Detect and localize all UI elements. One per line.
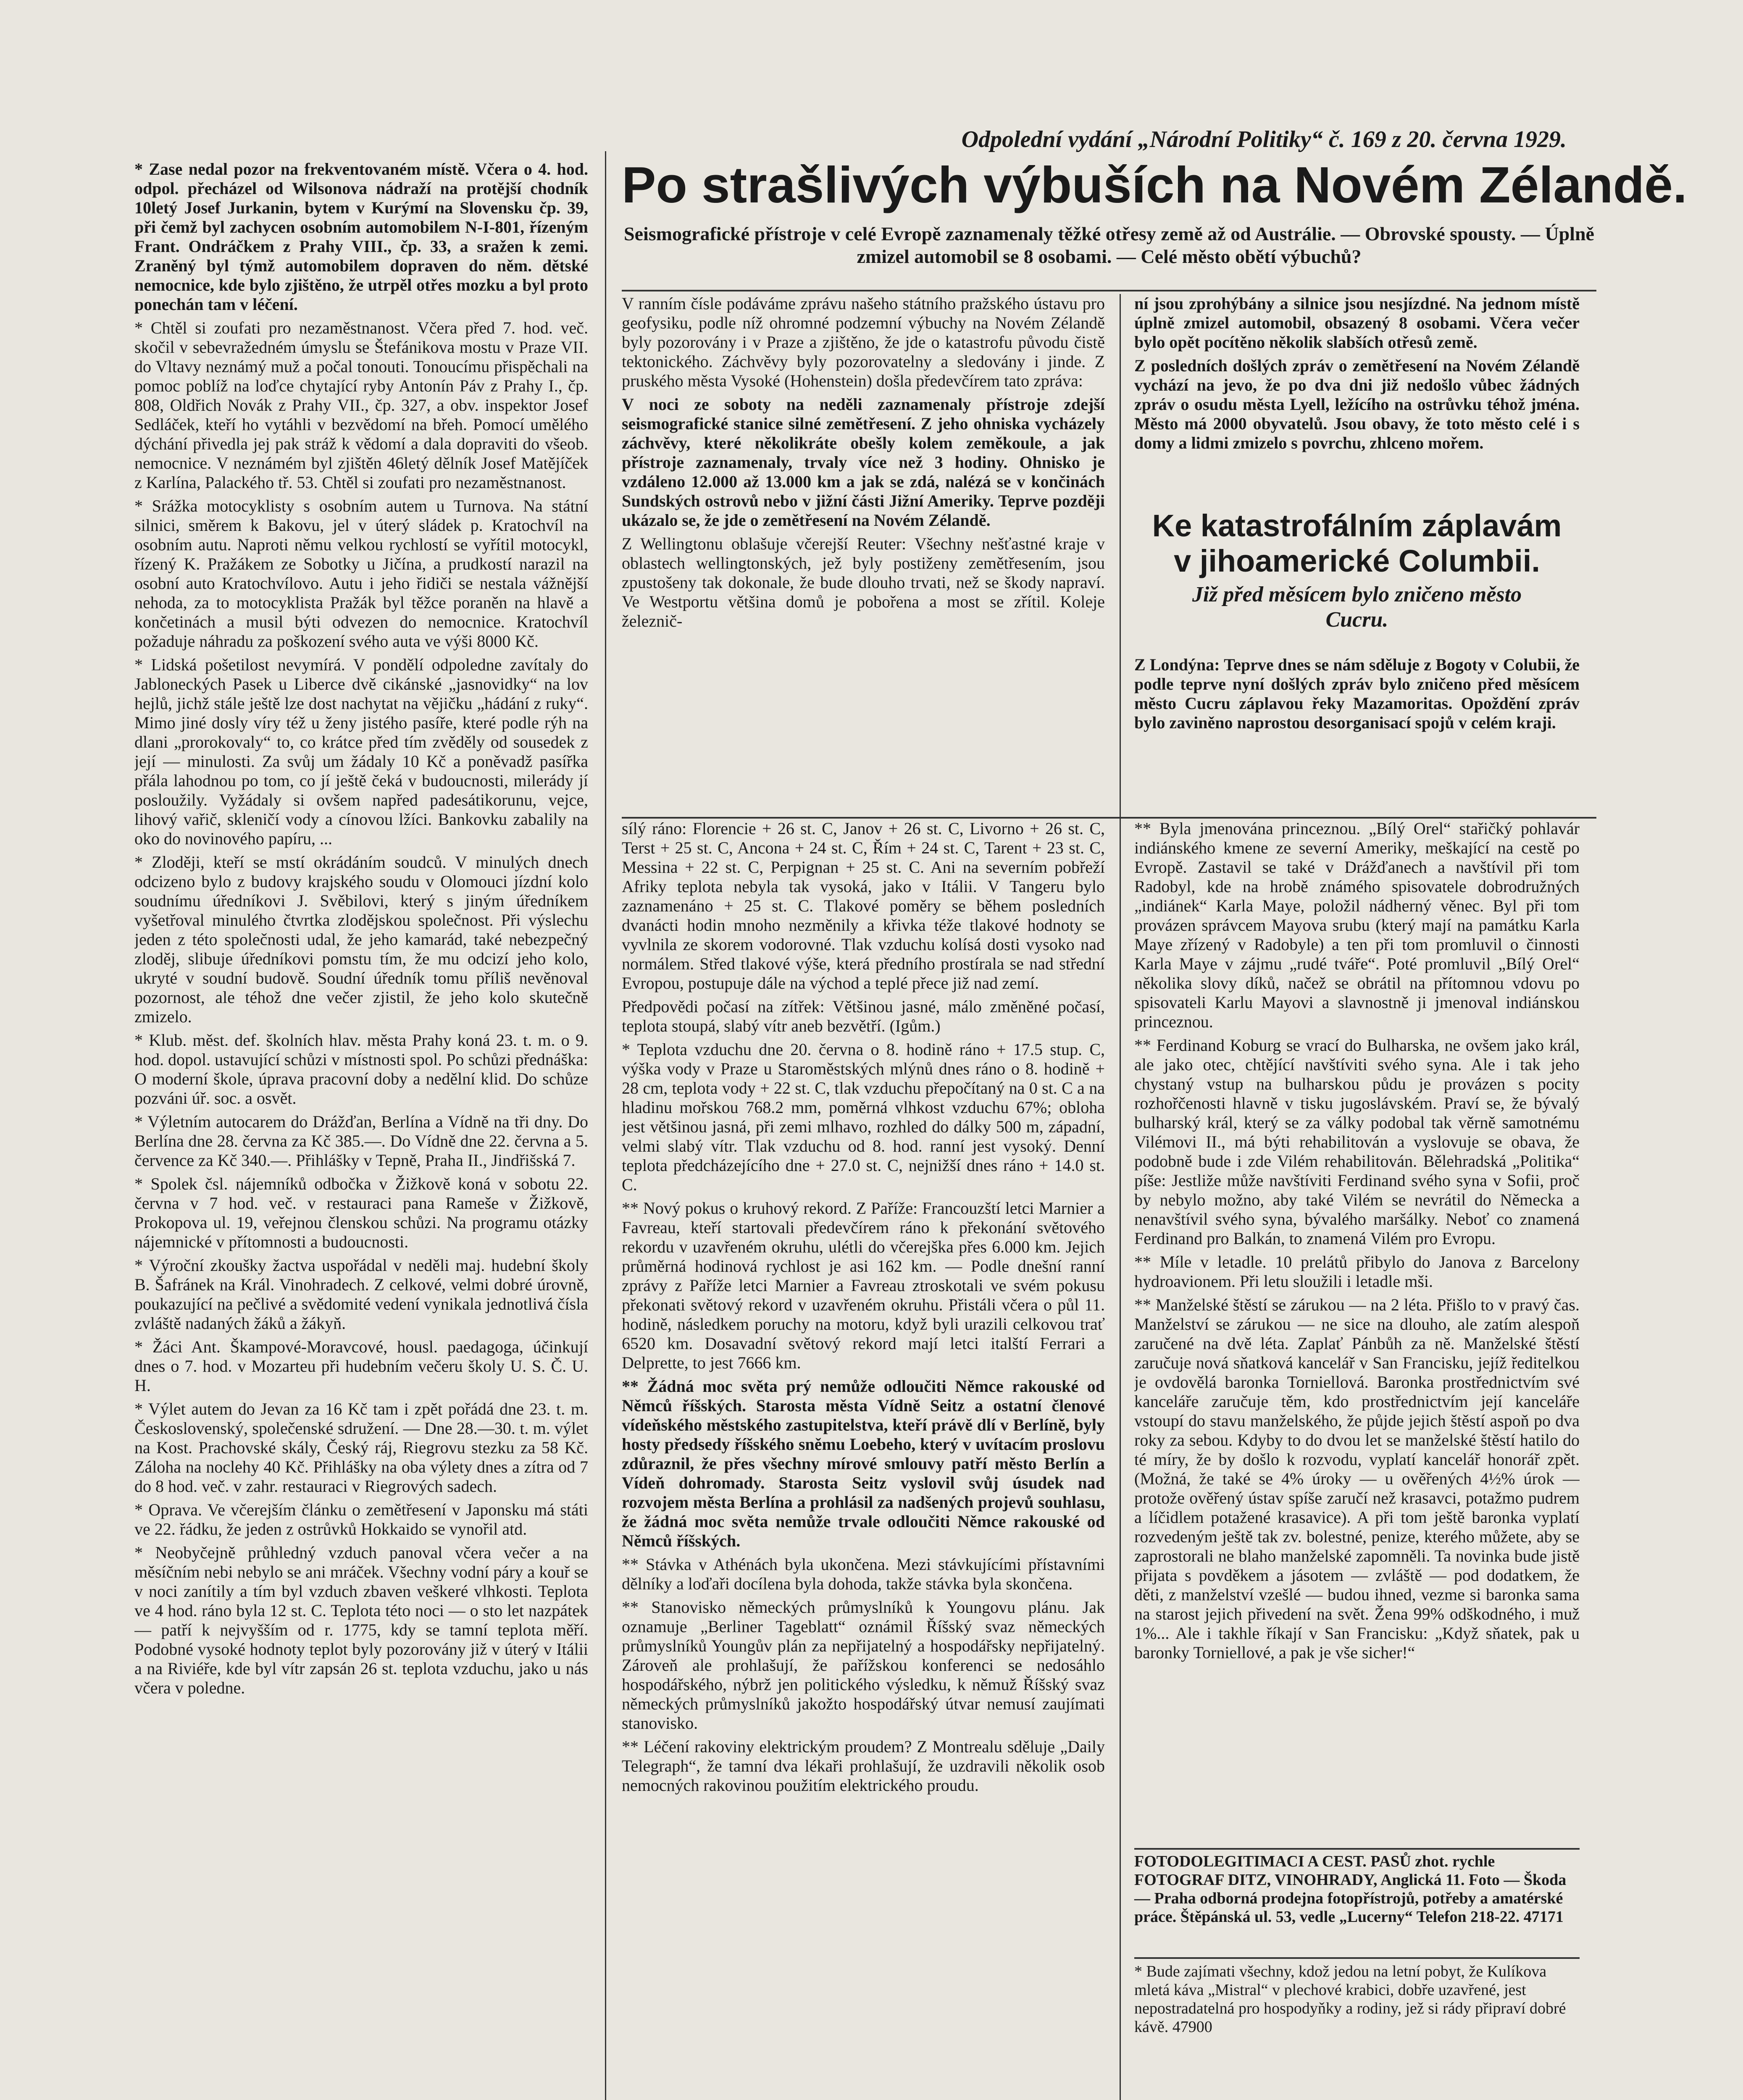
news-item: * Teplota vzduchu dne 20. června o 8. hodině ráno + 17.5 stup. C, výška vody v Praze u Staroměstských mlýnů dnes ráno o 8. hodině + 28 cm, teplota vody + 22 st. C, tlak vzduchu přepočítaný na 0 st. C a na hladinu mořskou 768.2 mm, poměrná vlhkost vzduchu 67%; obloha jest většinou jasná, při zemi mlhavo, rozhled do dálky 500 m, západní, velmi slabý vítr. Tlak vzduchu od 8. hod. ranní jest vysoký. Denní teplota předcházejícího dne + 27.0 st. C, nejnižší dnes ráno + 14.0 st. C.	[622, 1040, 1105, 1194]
flood-sub-line1: Již před měsícem bylo zničeno město	[1192, 583, 1522, 606]
news-item: * Výletním autocarem do Drážďan, Berlína a Vídně na tři dny. Do Berlína dne 28. června za Kč 385.—. Do Vídně dne 22. června a 5. července za Kč 340.—. Přihlášky v Tepně, Praha II., Jindřišská 7.	[134, 1112, 588, 1170]
edition-header: Odpolední vydání „Národní Politiky“ č. 169 z 20. června 1929.	[961, 126, 1567, 152]
news-item: ** Nový pokus o kruhový rekord. Z Paříže: Francouzští letci Marnier a Favreau, kteří startovali předevčírem ráno k překonání světového rekordu v uzavřeném okruhu, ulétli do včerejška přes 6.000 km. Jejich průměrná hodinová rychlost je asi 162 km. — Podle dnešní ranní zprávy z Paříže letci Marnier a Favreau ztroskotali ve svém pokusu překonati světový rekord v uzavřeném okruhu. Přistáli včera o půl 11. hodině, následkem poruchy na motoru, když byli urazili celkovou trať 6520 km. Dosavadní světový rekord mají letci italští Ferrari a Delprette, to jest 7666 km.	[622, 1199, 1105, 1372]
news-item: * Chtěl si zoufati pro nezaměstnanost. Včera před 7. hod. več. skočil v sebevražedném úmyslu se Štefánikova mostu v Praze VII. do Vltavy neznámý muž a počal tonouti. Tonoucímu přispěchali na pomoc poblíž na loďce chytající ryby Antonín Páv z Prahy I., čp. 808, Oldřich Novák z Prahy VII., čp. 327, a obv. inspektor Josef Sedláček, kteří ho vytáhli v bezvědomí na břeh. Pomocí umělého dýchání přivedla jej pak stráž k vědomí a dala dopraviti do všeob. nemocnice. V neznámém byl zjištěn 46letý dělník Josef Matějíček z Karlína, Palackého tř. 53. Chtěl si zoufati pro nezaměstnanost.	[134, 318, 588, 492]
news-item: ** Míle v letadle. 10 prelátů přibylo do Janova z Barcelony hydroavionem. Při letu sloužili i letadle mši.	[1134, 1252, 1580, 1291]
article-paragraph: V noci ze soboty na neděli zaznamenaly přístroje zdejší seismografické stanice silné zemětřesení. Z jeho ohniska vycházely záchvěvy, které několikráte obešly kolem zeměkoule, a jak přístroje zaznamenaly, trvaly více než 3 hodiny. Ohnisko je vzdáleno 12.000 až 13.000 km a jak se zdá, nalézá se v končinách Sundských ostrovů nebo v jižní části Jižní Ameriky. Teprve později ukázalo se, že jde o zemětřesení na Novém Zélandě.	[622, 395, 1105, 530]
flood-article-body	[1134, 655, 1580, 815]
flood-title-line2: v jihoamerické Columbii.	[1174, 543, 1540, 578]
news-item: ** Léčení rakoviny elektrickým proudem? Z Montrealu sděluje „Daily Telegraph“, že tamní dva lékaři prohlašují, že uzdravili několik osob nemocných rakovinou použitím elektrického proudu.	[622, 1737, 1105, 1795]
left-news-column	[134, 160, 588, 2100]
photo-ad-text: FOTODOLEGITIMACI A CEST. PASŮ zhot. rychle FOTOGRAF DITZ, VINOHRADY, Anglická 11. Foto — Škoda — Praha odborná prodejna fotopřístrojů, potřeby a amatérské práce. Štěpánská ul. 53, vedle „Lucerny“ Telefon 218-22. 47171	[1134, 1853, 1567, 1926]
coffee-advertisement	[1134, 1957, 1580, 2085]
flood-title-line1: Ke katastrofálním záplavám	[1152, 508, 1562, 543]
news-item: * Výlet autem do Jevan za 16 Kč tam i zpět pořádá dne 23. t. m. Československý, společenské sdružení. — Dne 28.—30. t. m. výlet na Kost. Prachovské skály, Český ráj, Riegrovu stezku za 58 Kč. Záloha na noclehy 40 Kč. Přihlášky na oba výlety dnes a zítra od 7 do 8 hod. več. v zahr. restauraci v Riegrových sadech.	[134, 1399, 588, 1496]
news-item: * Spolek čsl. nájemníků odbočka v Žižkově koná v sobotu 22. června v 7 hod. več. v restauraci pana Rameše v Žižkově, Prokopova ul. 19, veřejnou členskou schůzi. Na programu otázky nájemnické v přítomnosti a budoucnosti.	[134, 1174, 588, 1251]
news-item: ** Stanovisko německých průmyslníků k Youngovu plánu. Jak oznamuje „Berliner Tageblatt“ oznámil Říšský svaz německých průmyslníků Youngův plán za nepřijatelný a hospodářsky nepřijatelný. Zároveň ale prohlašují, že pařížskou konferenci se nedosáhlo hospodářského, nýbrž jen politického výsledku, k němuž Říšský svaz německých průmyslníků jakožto hospodářský útvar nemusí zaujímati stanovisko.	[622, 1598, 1105, 1732]
middle-news-column	[622, 819, 1105, 2100]
main-article-continuation	[1134, 294, 1580, 504]
flood-article-heading	[1134, 508, 1580, 633]
news-item: * Oprava. Ve včerejším článku o zemětřesení v Japonsku má státi ve 22. řádku, že jeden z ostrůvků Hokkaido se vynořil atd.	[134, 1500, 588, 1538]
article-paragraph: Z posledních došlých zpráv o zemětřesení na Novém Zélandě vychází na jevo, že po dva dni již nedošlo vůbec žádných zpráv o osudu města Lyell, ležícího na ostrůvku téhož jména. Město má 2000 obyvatelů. Jsou obavy, že toto město celé i s domy a lidmi zmizelo s povrchu, zhlceno mořem.	[1134, 356, 1580, 452]
main-article-body	[622, 294, 1105, 815]
article-paragraph: V ranním čísle podáváme zprávu našeho státního pražského ústavu pro geofysiku, podle níž ohromné podzemní výbuchy na Novém Zélandě byly pozorovány i v Praze a zjištěno, že jde o katastrofu původu čistě tektonického. Záchvěvy byly pozorovatelny a sledovány i jinde. Z pruského města Vysoké (Hohenstein) došla předevčírem tato zpráva:	[622, 294, 1105, 390]
news-item: Předpovědi počasí na zítřek: Většinou jasné, málo změněné počasí, teplota stoupá, slabý vítr aneb bezvětří. (Igům.)	[622, 997, 1105, 1035]
article-paragraph: Z Wellingtonu oblašuje včerejší Reuter: Všechny nešťastné kraje v oblastech wellingtonských, jež byly postiženy zemětřesením, jsou zpustošeny tak dokonale, že bude dlouho trvati, než se škody napraví. Ve Westportu většina domů je pobořena a most se zřítil. Koleje železnič-	[622, 534, 1105, 630]
article-paragraph: ní jsou zprohýbány a silnice jsou nesjízdné. Na jednom místě úplně zmizel automobil, obsazený 8 osobami. Včera večer bylo opět pocítěno několik slabších otřesů země.	[1134, 294, 1580, 352]
news-item: * Klub. měst. def. školních hlav. města Prahy koná 23. t. m. o 9. hod. dopol. ustavující schůzi v místnosti spol. Po schůzi přednáška: O moderní škole, úprava pracovní doby a nedělní klid. Do schůze pozváni úř. soc. a osvět.	[134, 1031, 588, 1108]
main-subhead: Seismografické přístroje v celé Evropě zaznamenaly těžké otřesy země až od Austrálie. — Obrovské spousty. — Úplně zmizel automobil se 8 osobami. — Celé město obětí výbuchů?	[624, 223, 1594, 267]
news-item: * Lidská pošetilost nevymírá. V pondělí odpoledne zavítaly do Jabloneckých Pasek u Liberce dvě cikánské „jasnovidky“ na lov hejlů, jichž stále ještě lze dost nachytat na vějičku „hádání z ruky“. Mimo jiné dosly víry též u ženy jistého pasíře, které podle rýh na dlani „prorokovaly“ to, co krátce před tím zvěděly od sousedek z její — minulosti. Za svůj um žádaly 10 Kč a poněvadž pasířka přála lahodnou po tom, co jí ještě čeká v budoucnosti, milerády jí posloužily. Vyžádaly si ovšem napřed padesátikorunu, vejce, lihový vařič, skleničí vody a cínovou lžíci. Bankovku zabalily na oko do novinového papíru, ...	[134, 655, 588, 848]
news-item: * Žáci Ant. Škampové-Moravcové, housl. paedagoga, účinkují dnes o 7. hod. v Mozarteu při hudebním večeru školy U. S. Č. U. H.	[134, 1337, 588, 1395]
news-item: ** Stávka v Athénách byla ukončena. Mezi stávkujícími přístavními dělníky a loďaři docílena byla dohoda, takže stávka byla skončena.	[622, 1555, 1105, 1593]
right-news-column	[1134, 819, 1580, 1844]
news-item: * Srážka motocyklisty s osobním autem u Turnova. Na státní silnici, směrem k Bakovu, jel v úterý sládek p. Kratochvíl na osobním autu. Naproti němu velkou rychlostí se vyřítil motocykl, řízený K. Pražákem ze Sobotky u Jičína, a prudkostí narazil na osobní auto Kratochvílovo. Autu i jeho řidiči se nestala vážnější nehoda, za to motocyklista Pražák byl těžce poraněn na hlavě a končetinách a musil býti odvezen do nemocnice. Kratochvíl požaduje náhradu za poškození svého auta ve výši 8000 Kč.	[134, 496, 588, 651]
section-rule	[622, 817, 1596, 819]
column-divider	[1120, 294, 1121, 2100]
news-item: ** Manželské štěstí se zárukou — na 2 léta. Přišlo to v pravý čas. Manželství se zárukou — ne sice na dlouho, ale zatím alespoň zaručené na dvě léta. Zaplať Pánbůh za ně. Manželské štěstí zaručuje nová sňatková kancelář v San Francisku, jejíž ředitelkou je ovdovělá baronka Torniellová. Baronka prostřednictvím své kanceláře zaručuje těm, kdo prostřednictvím její kanceláře vstoupí do stavu manželského, že půjde jejich štěstí aspoň po dva roky za sebou. Kdyby to do dvou let se manželské štěstí hatilo do té míry, že by došlo k rozvodu, vyplatí kancelář honorář zpět. (Možná, že také se 4% úroky — u ověřených 4½% úrok — protože ověřený ústav spíše zaručí než krasavci, potažmo pudrem a líčidlem potažené krasavice). A při tom ještě baronka vyplatí rozvedeným ještě tak zv. bolestné, penize, kterého můžete, aby se zaprostorali ne blaho manželské zapomněli. Ta novinka bude jistě přijata s povděkem a jásotem — zvláště — pod dodatkem, že děti, z manželství vzešlé — budou ihned, vezme si baronka sama na starost jejich přivedení na svět. Žena 99% odškodného, i muž 1%... Ale i takhle říkají v San Francisku: „Když sňatek, pak u baronky Torniellové, a pak je vše sicher!“	[1134, 1295, 1580, 1662]
flood-sub-line2: Cucru.	[1325, 608, 1388, 632]
news-item: * Zloději, kteří se mstí okrádáním soudců. V minulých dnech odcizeno bylo z budovy krajského soudu v Olomouci jízdní kolo soudnímu úředníkovi J. Svěbilovi, který s jiným úředníkem vyšetřoval minulého čtvrtka zlodějskou společnost. Při výslechu jeden z této společnosti udal, že jeho kamarád, také nebezpečný zloděj, slibuje úředníkovi pomstu tím, že mu odcizí jeho kolo, ukryté v soudní budově. Soudní úředník tomu příliš nevěnoval pozornost, ale téhož dne večer zjistil, že jeho kolo skutečně zmizelo.	[134, 853, 588, 1026]
column-divider	[605, 151, 606, 2100]
main-headline: Po strašlivých výbuších na Novém Zélandě.	[622, 156, 1687, 213]
news-item: * Neobyčejně průhledný vzduch panoval včera večer a na měsíčním nebi nebylo se ani mráček. Všechny vodní páry a kouř se v noci zanítily a tím byl vzduch zbaven veškeré vlhkosti. Teplota ve 4 hod. ráno byla 12 st. C. Teplota této noci — o sto let nazpátek — patří k nejvyšším od r. 1775, kdy se tamní teplota měří. Podobné vysoké hodnoty teplot byly pozorovány již v úterý v Itálii a na Riviéře, kde byl vítr zapsán 26 st. teplota vzduchu, jako u nás včera v poledne.	[134, 1543, 588, 1697]
news-item: * Zase nedal pozor na frekventovaném místě. Včera o 4. hod. odpol. přecházel od Wilsonova nádraží na protější chodník 10letý Josef Jurkanin, bytem v Kurýmí na Slovensku čp. 39, při čemž byl zachycen osobním automobilem N-I-801, řízeným Frant. Ondráčkem z Prahy VIII., čp. 33, a sražen k zemi. Zraněný byl týmž automobilem dopraven do něm. dětské nemocnice, kde bylo zjištěno, že utrpěl otřes mozku a byl proto ponechán tam v léčení.	[134, 160, 588, 314]
news-item: ** Ferdinand Koburg se vrací do Bulharska, ne ovšem jako král, ale jako otec, chtějící navštíviti svého syna. Ale i tak jeho chystaný vstup na bulharskou půdu je provázen s pocity rozhořčenosti hlavně v tisku jugoslávském. Praví se, že bývalý bulharský král, který se za války podobal tak věrně samotnému Vilémovi II., má býti rehabilitován a vyslovuje se obava, že podobně bude i zde Vilém rehabilitován. Bělehradská „Politika“ píše: Jestliže může navštíviti Ferdinand svého syna v Sofii, proč by nebylo možno, aby také Vilém se nevrátil do Německa a nenavštívil svého syna, bývalého maršálky. Neboť co znamená Ferdinand pro Balkán, to znamená Vilém pro Evropu.	[1134, 1036, 1580, 1248]
news-item: ** Byla jmenována princeznou. „Bílý Orel“ stařičký pohlavár indiánského kmene ze severní Ameriky, meškající na cestě po Evropě. Zastavil se také v Drážďanech a navštívil při tom Radobyl, kde na hrobě známého spisovatele dobrodružných „indiánek“ Karla Maye, položil nádherný věnec. Byl při tom provázen správcem Mayova srubu (který mají na památku Karla Maye zřízený v Radobyle) a ten při tom promluvil o činnosti Karla Maye v zájmu „rudé tváře“. Poté promluvil „Bílý Orel“ několika slovy díků, načež se obrátil na přítomnou vdovu po spisovateli Karlu Mayovi a slavnostně ji jmenoval indiánskou princeznou.	[1134, 819, 1580, 1031]
photo-advertisement	[1134, 1848, 1580, 1942]
headline-rule	[622, 290, 1596, 291]
news-item: sílý ráno: Florencie + 26 st. C, Janov + 26 st. C, Livorno + 26 st. C, Terst + 25 st. C, Ancona + 24 st. C, Řím + 24 st. C, Tarent + 23 st. C, Messina + 22 st. C, Perpignan + 25 st. C. Ani na severním pobřeží Afriky teplota nebyla tak vysoká, jako v Itálii. V Tangeru bylo zaznamenáno + 25 st. C. Tlakové poměry se během posledních dvanácti hodin mnoho nezměnily a křivka téže tlakové hodnoty se vyvlnila ze skorem vodorovné. Tlak vzduchu kolísá dosti vysoko nad normálem. Střed tlakové výše, která předního prostírala se nad střední Evropou, postupuje dále na východ a teplé přece již nad zemí.	[622, 819, 1105, 992]
news-item: * Výroční zkoušky žactva uspořádal v neděli maj. hudební školy B. Šafránek na Král. Vinohradech. Z celkové, velmi dobré úrovně, pouka​zující na pečlivé a svědomité vedení vynikala jednotlivá čísla zvláště nadaných žáků a žákyň.	[134, 1256, 588, 1333]
article-paragraph: Z Londýna: Teprve dnes se nám sděluje z Bogoty v Colubii, že podle teprve nyní došlých zpráv bylo zničeno před měsícem město Cucru záplavou řeky Mazamoritas. Opoždění zpráv bylo zaviněno naprostou desorganisací spojů v celém kraji.	[1134, 655, 1580, 732]
news-item: ** Žádná moc světa prý nemůže odloučiti Němce rakouské od Němců říšských. Starosta města Vídně Seitz a ostatní členové vídeňského městského zastupitelstva, kteří právě dlí v Berlíně, byly hosty předsedy říšského sněmu Loebeho, který v uvítacím proslovu zdůraznil, že přes všechny mírové smlouvy patří město Berlín a Vídeň dohromady. Starosta Seitz vyslovil svůj úsudek nad rozvojem města Berlína a prohlásil za nadšených projevů souhlasu, že žádná moc světa nemůže trvale odloučiti Němce rakouské od Němců říšských.	[622, 1377, 1105, 1550]
coffee-ad-text: * Bude zajímati všechny, kdož jedou na letní pobyt, že Kulíkova mletá káva „Mistral“ v plechové krabici, dobře uzavřené, jest nepostradatelná pro hospodyňky a rodiny, jež si rády připraví dobré kávě. 47900	[1134, 1963, 1566, 2036]
